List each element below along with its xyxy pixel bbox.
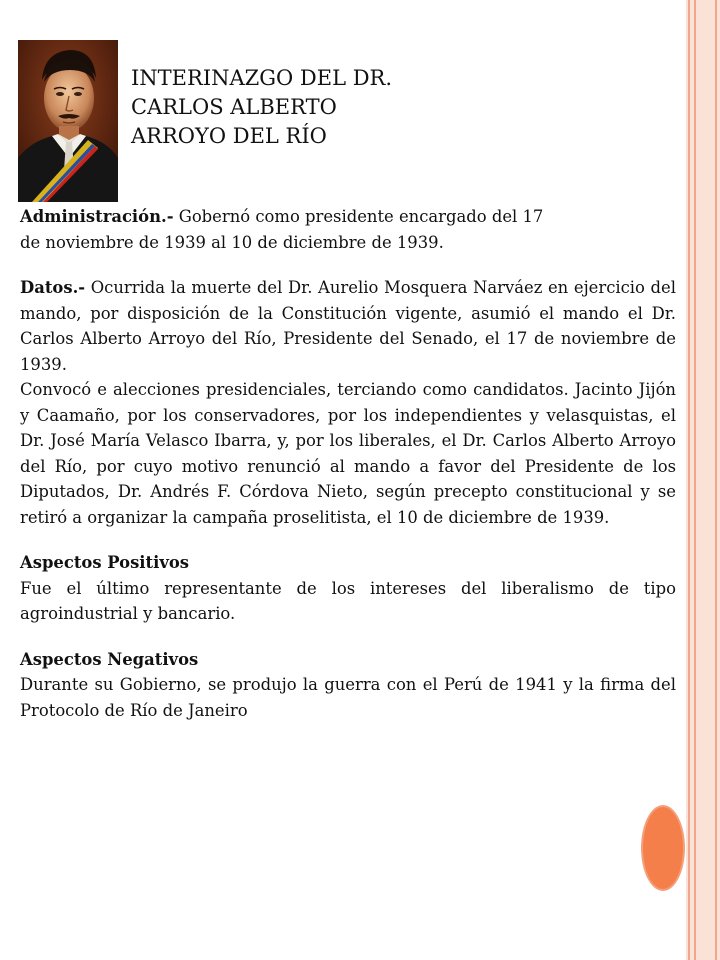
right-border-line [694,0,696,960]
administracion-text-1: Gobernó como presidente encargado del 17 [173,207,544,226]
administracion-line-1 [20,204,676,230]
negativos-text: Durante su Gobierno, se produjo la guerra con el Perú de 1941 y la firma del Protocolo de Río de Janeiro [20,675,676,720]
negativos-heading: Aspectos Negativos [20,649,199,669]
datos-paragraph-2: Convocó e alecciones presidenciales, terciando como candidatos. Jacinto Jijón y Caamaño, por los conservadores, por los independientes y velasquistas, el Dr. José María Velasco Ibarra, y, por los liberales, el Dr. Carlos Alberto Arroyo del Río, por cuyo motivo renunció al mando a favor del Presidente de los Diputados, Dr. Andrés F. Córdova Nieto, según precepto constitucional y se retiró a organizar la campaña proselitista, el 10 de diciembre de 1939. [20,380,676,527]
spacer [20,255,676,275]
spacer [20,530,676,550]
title-line-2: CARLOS ALBERTO [131,95,337,119]
administracion-section [20,204,676,255]
right-border-line [715,0,717,960]
administracion-label: Administración.- [20,207,174,226]
positivos-heading: Aspectos Positivos [20,553,190,572]
spacer [20,627,676,647]
datos-label: Datos.- [20,278,86,297]
title-line-1: INTERINAZGO DEL DR. [131,66,393,90]
slide-title [131,64,511,151]
positivos-text: Fue el último representante de los intereses del liberalismo de tipo agroindustrial y bancario. [20,578,676,623]
slide-body [20,204,676,723]
datos-text: Ocurrida la muerte del Dr. Aurelio Mosquera Narváez en ejercicio del mando, por disposición de la Constitución vigente, asumió el mando el Dr. Carlos Alberto Arroyo del Río, Presidente del Senado, el 17 de noviembre de 1939. [20,278,676,374]
portrait-image [18,40,118,202]
portrait-photo [18,40,118,202]
administracion-line-2: de noviembre de 1939 al 10 de diciembre de 1939. [20,232,444,252]
right-border-line [688,0,690,960]
datos-paragraph [20,275,676,377]
title-line-3: ARROYO DEL RÍO [131,124,327,148]
orange-oval-icon [641,805,685,891]
